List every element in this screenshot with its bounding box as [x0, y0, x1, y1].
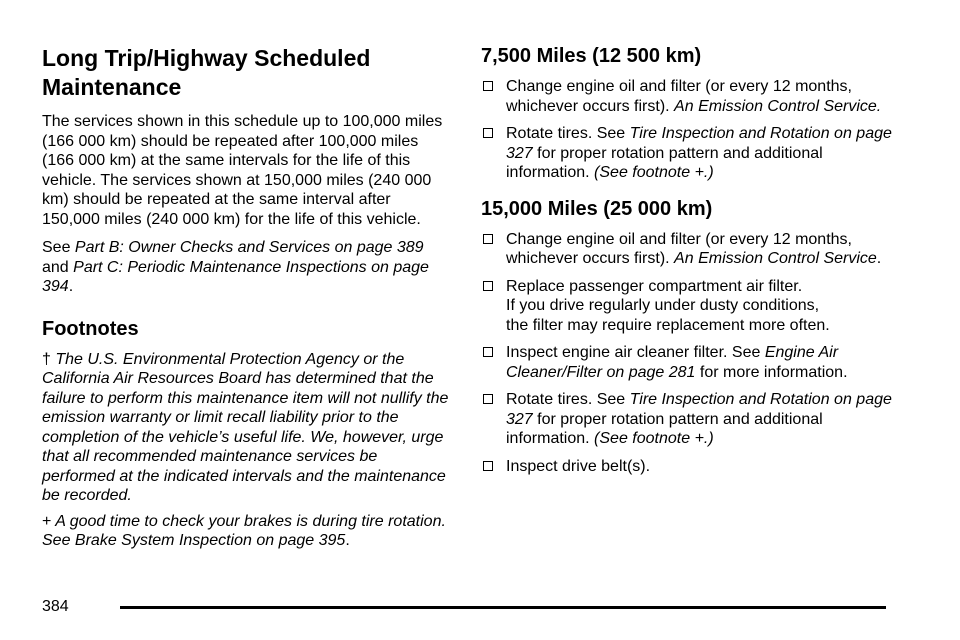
list-item — [481, 77, 901, 116]
footnotes-heading: Footnotes — [42, 317, 139, 340]
left-column — [42, 44, 452, 558]
checkbox-icon[interactable] — [483, 128, 493, 138]
see-references — [42, 238, 452, 297]
list-item — [481, 457, 901, 477]
checkbox-icon[interactable] — [483, 81, 493, 91]
checklist-7500 — [481, 77, 901, 183]
item-note: (See footnote +.) — [594, 164, 714, 181]
dagger-symbol: † — [42, 350, 51, 368]
see-prefix: See — [42, 239, 75, 256]
item-suffix: . — [876, 250, 882, 267]
item-ref-link[interactable]: Tire Inspection and Rotation on page 327 — [506, 125, 892, 162]
plus-symbol: + — [42, 512, 52, 530]
item-ref: An Emission Control Service — [674, 250, 877, 267]
item-text: Inspect drive belt(s). — [506, 457, 651, 475]
list-item — [481, 277, 901, 336]
right-column — [481, 44, 901, 484]
list-item — [481, 230, 901, 269]
item-text: Rotate tires. See — [506, 391, 630, 408]
item-text-2: for proper rotation pattern and additional information. — [506, 410, 823, 447]
item-ref-link[interactable]: Engine Air Cleaner/Filter on page 281 — [506, 344, 839, 381]
checkbox-icon[interactable] — [483, 461, 493, 471]
list-item — [481, 343, 901, 382]
item-text: Rotate tires. See — [506, 125, 630, 142]
intro-paragraph: The services shown in this schedule up to 100,000 miles (166 000 km) should be repeated after 100,000 miles (166 000 km) at the same intervals for the life of this vehicle. The services shown at 150,000 miles (240 000 km) should be repeated at the same interval after 150,000 miles (240 000 km) for the life of this vehicle. — [42, 113, 443, 228]
see-and: and — [42, 258, 74, 276]
item-line-3: the filter may require replacement more often. — [506, 316, 830, 334]
footnote-plus-suffix: . — [345, 532, 350, 549]
footnote-dagger — [42, 350, 452, 506]
see-suffix: . — [68, 278, 74, 295]
item-note: (See footnote +.) — [594, 430, 714, 447]
item-text: Change engine oil and filter (or every 12 months, whichever occurs first). — [506, 230, 852, 267]
checkbox-icon[interactable] — [483, 394, 493, 404]
item-ref-link[interactable]: Tire Inspection and Rotation on page 327 — [506, 391, 892, 428]
footer-rule — [120, 606, 886, 609]
checklist-15000 — [481, 230, 901, 477]
link-part-c[interactable]: Part C: Periodic Maintenance Inspections on page 394 — [42, 258, 429, 295]
footnote-plus — [42, 512, 452, 551]
item-text-2: for more information. — [695, 363, 848, 381]
list-item — [481, 390, 901, 449]
footnote-plus-text: A good time to check your brakes is during tire rotation. See Brake System Inspection on page 395 — [42, 512, 446, 549]
item-text: Change engine oil and filter (or every 12 months, whichever occurs first). — [506, 78, 852, 115]
item-text: Inspect engine air cleaner filter. See — [506, 344, 765, 361]
section-15000-heading: 15,000 Miles (25 000 km) — [481, 197, 713, 220]
list-item — [481, 124, 901, 183]
section-7500-heading: 7,500 Miles (12 500 km) — [481, 45, 702, 67]
link-part-b[interactable]: Part B: Owner Checks and Services on page 389 — [74, 239, 424, 256]
item-text-2: for proper rotation pattern and additional information. — [506, 144, 823, 181]
item-line-1: Replace passenger compartment air filter. — [506, 277, 803, 295]
footnote-dagger-text: The U.S. Environmental Protection Agency or the California Air Resources Board has determined that the failure to perform this maintenance item will not nullify the emission warranty or limit recall liability prior to the completion of the vehicle’s useful life. We, however, urge that all recommended maintenance services be performed at the indicated intervals and the maintenance be recorded. — [42, 350, 449, 504]
checkbox-icon[interactable] — [483, 347, 493, 357]
page-title: Long Trip/Highway Scheduled Maintenance — [42, 45, 371, 100]
item-ref: An Emission Control Service. — [674, 97, 882, 115]
checkbox-icon[interactable] — [483, 234, 493, 244]
checkbox-icon[interactable] — [483, 281, 493, 291]
item-line-2: If you drive regularly under dusty conditions, — [506, 297, 820, 314]
page-number: 384 — [42, 598, 69, 615]
